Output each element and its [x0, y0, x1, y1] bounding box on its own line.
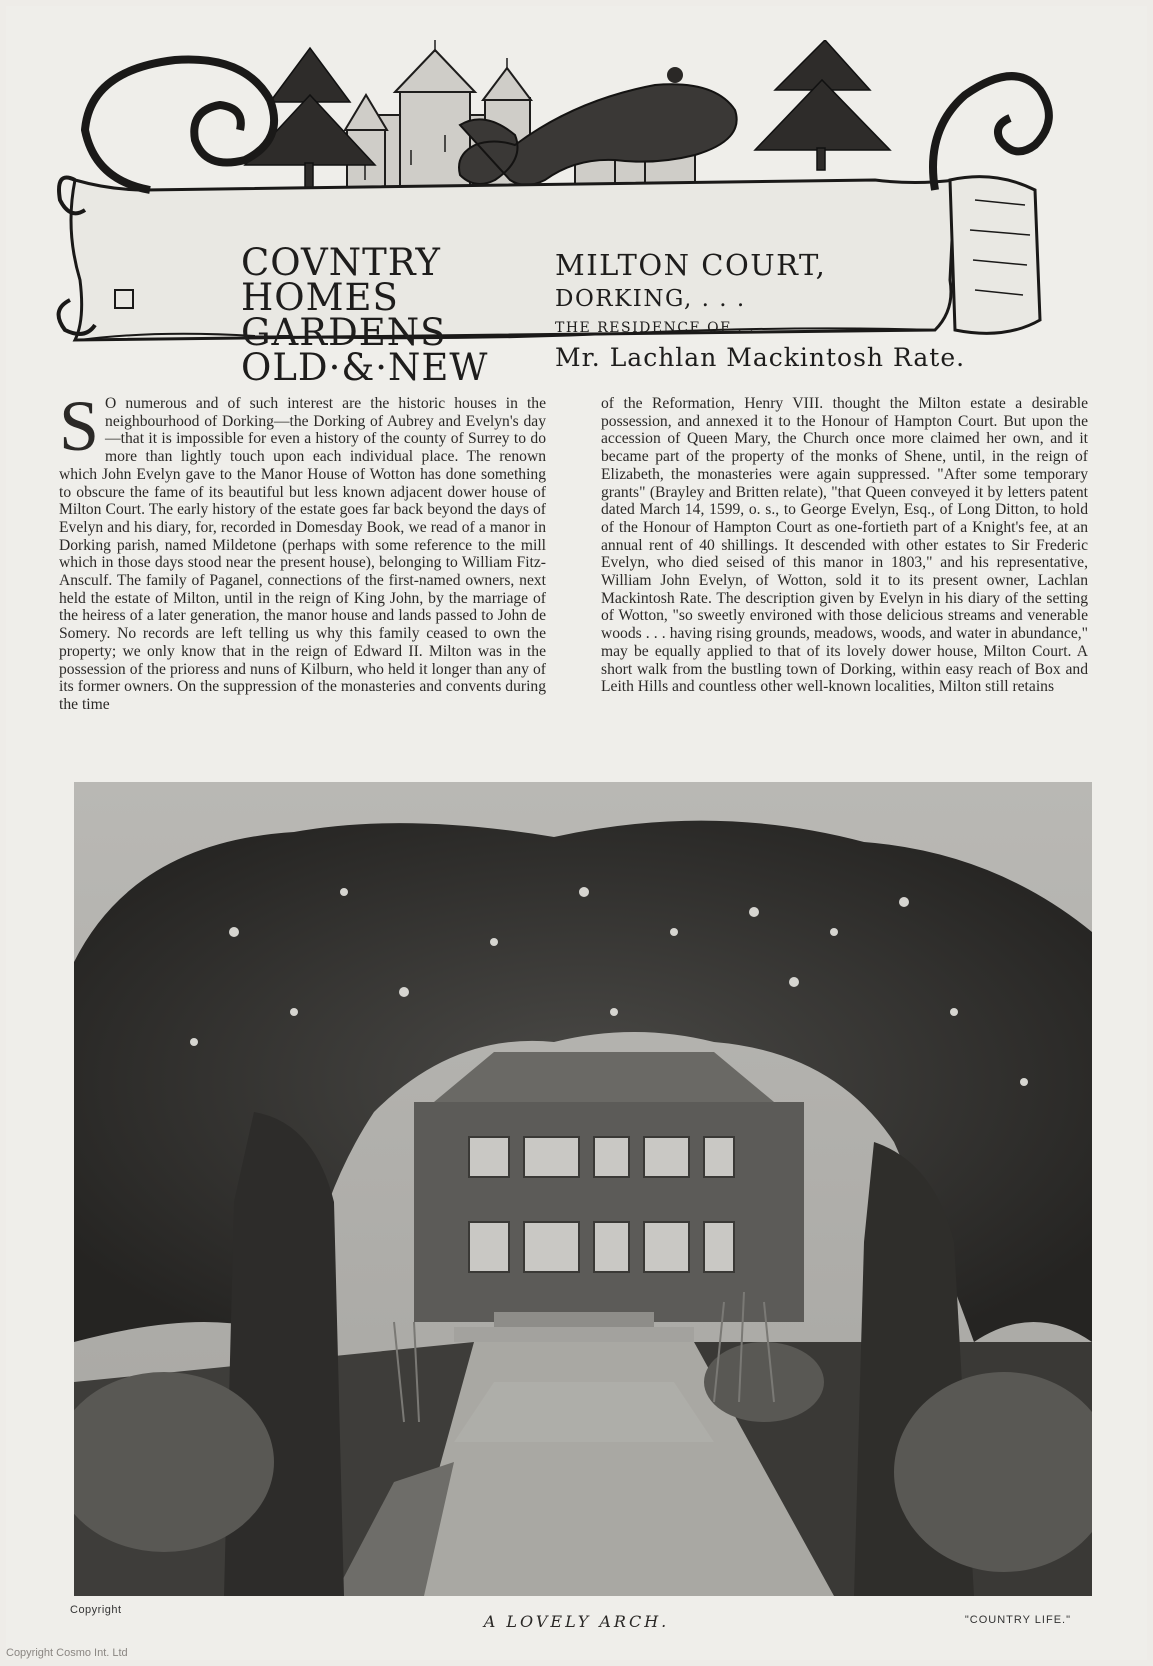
article-right-column: [601, 395, 1088, 696]
photo-caption: A LOVELY ARCH.: [483, 1612, 670, 1631]
article-left-column: [59, 386, 546, 714]
series-title-line-3: GARDENS: [241, 311, 447, 354]
drop-cap: S: [59, 386, 100, 466]
garden-arch-image: [74, 782, 1092, 1596]
series-title-line-4: OLD·&·NEW: [241, 346, 489, 389]
series-title-line-1: COVNTRY: [241, 241, 441, 284]
residence-label: THE RESIDENCE OF . .: [555, 320, 756, 336]
watermark: Copyright Cosmo Int. Ltd: [6, 1647, 128, 1659]
series-title-line-2: HOMES: [241, 276, 399, 319]
property-place: DORKING, . . .: [555, 286, 746, 312]
property-heading: [555, 248, 965, 376]
photo-credit: "COUNTRY LIFE.": [964, 1614, 1071, 1626]
property-name: MILTON COURT,: [555, 248, 827, 282]
series-title: [241, 241, 489, 389]
garden-arch-photograph: [74, 782, 1092, 1596]
copyright-note: Copyright: [70, 1604, 122, 1616]
left-column-text: O numerous and of such interest are the historic houses in the neighbourhood of Dorking—the Dorking of Aubrey and Evelyn's day—that it is impossible for even a history of the county of Surrey to do more than lightly touch upon each individual place. The renown which John Evelyn gave to the Manor House of Wotton has done something to obscure the fame of its beautiful but less known adjacent dower house of Milton Court. The early history of the estate goes far back beyond the days of Evelyn and his diary, for, recorded in Domesday Book, we read of a manor in Dorking parish, named Mildetone (perhaps with some reference to the mill which in those days stood near the present house), belonging to William Fitz-Ansculf. The family of Paganel, connections of the first-named owners, next held the estate of Milton, until in the reign of King John, by the marriage of the heiress of a later generation, the manor house and lands passed to John de Somery. No records are left telling us why this family ceased to own the property; we only know that in the reign of Edward II. Milton was in the possession of the prioress and nuns of Kilburn, who held it longer than any of its former owners. On the suppression of the monasteries and convents during the time: [59, 395, 546, 713]
header-banner: [55, 40, 1110, 389]
right-column-text: of the Reformation, Henry VIII. thought the Milton estate a desirable possession, and annexed it to the Honour of Hampton Court. But upon the accession of Queen Mary, the Church once more claimed her own, and it became part of the property of the monks of Shene, until, in the reign of Elizabeth, the monasteries were again suppressed. "After some temporary grants" (Brayley and Britten relate), "that Queen conveyed it by letters patent dated March 14, 1599, o. s., to George Evelyn, Esq., of Long Ditton, to hold of the Honour of Hampton Court as one-fortieth part of a Knight's fee, at an annual rent of 40 shillings. It descended with other estates to Sir Frederic Evelyn, who died seised of this manor in 1803," and his representative, William John Evelyn, of Wotton, sold it to its present owner, Lachlan Mackintosh Rate. The description given by Evelyn in his diary of the setting of Wotton, "so sweetly environed with those delicious streams and venerable woods . . . having rising grounds, meadows, woods, and water in abundance," may be equally applied to that of its lovely dower house, Milton Court. A short walk from the bustling town of Dorking, within easy reach of Box and Leith Hills and countless other well-known localities, Milton still retains: [601, 395, 1088, 696]
owner-name: Mr. Lachlan Mackintosh Rate.: [555, 343, 966, 372]
